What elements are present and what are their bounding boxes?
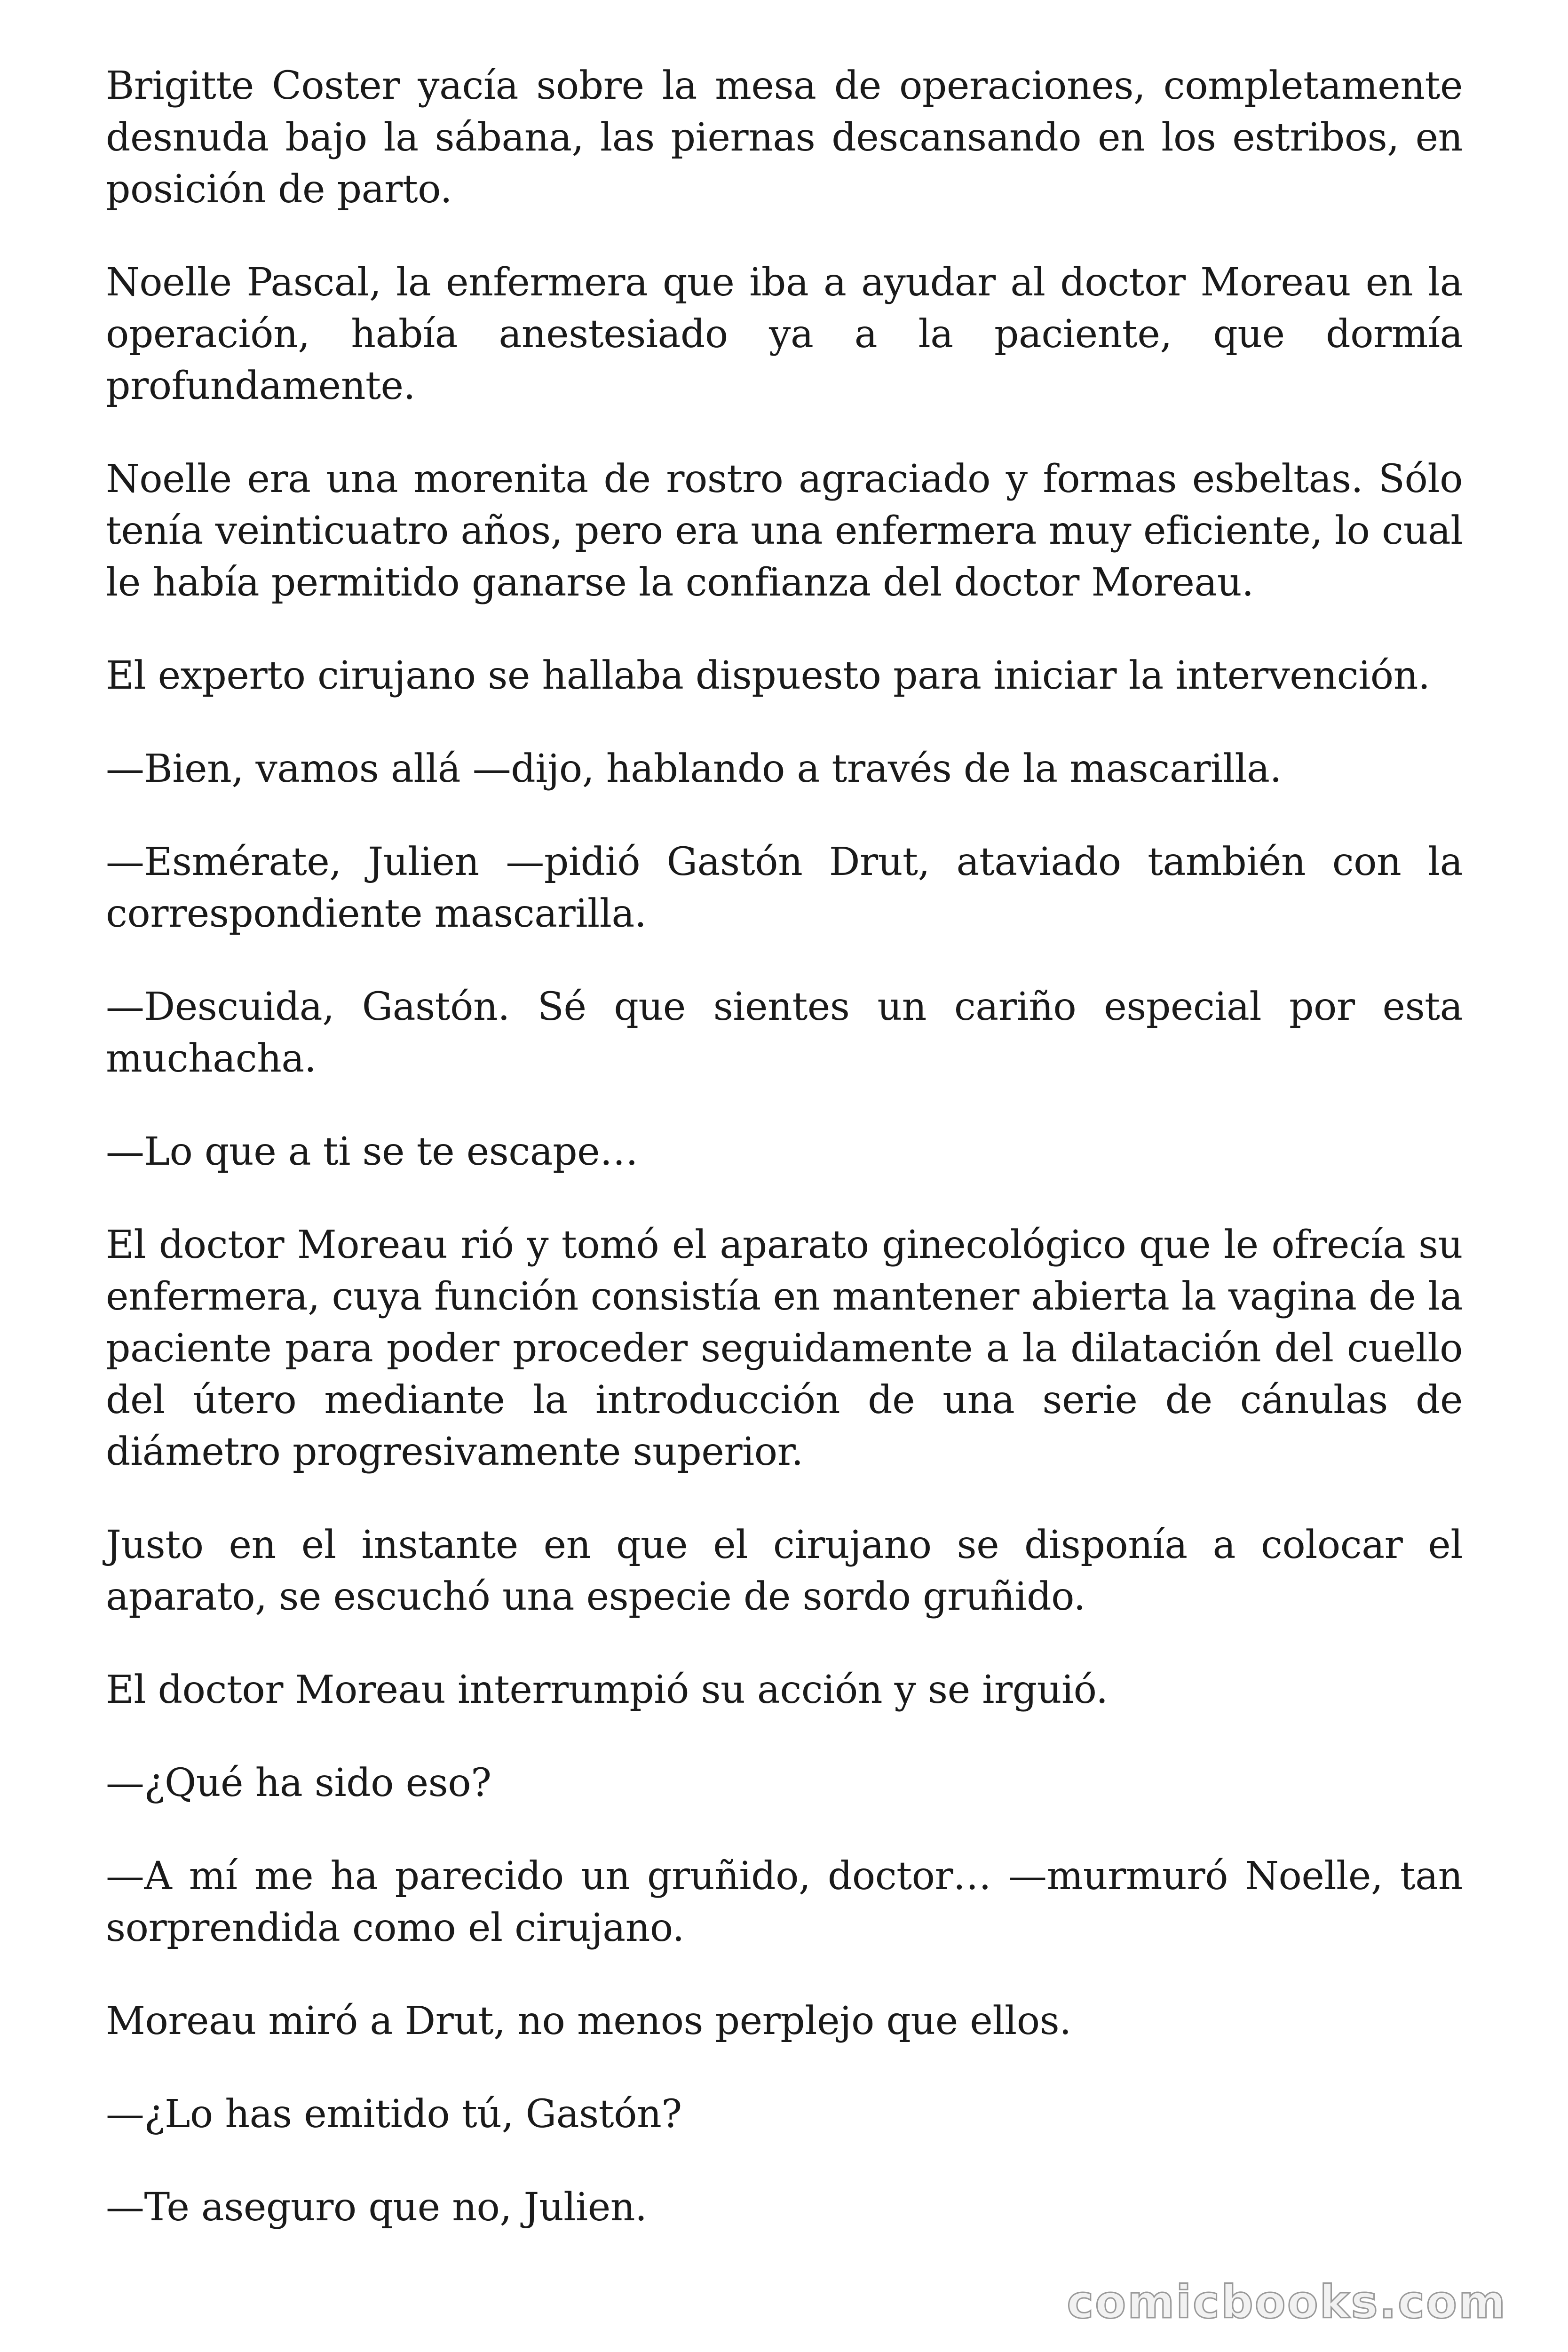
paragraph-15: —¿Lo has emitido tú, Gastón? — [106, 2092, 682, 2137]
paragraph-4: El experto cirujano se hallaba dispuesto para iniciar la intervención. — [106, 653, 1430, 698]
paragraph-12: —¿Qué ha sido eso? — [106, 1761, 491, 1805]
paragraph-5: —Bien, vamos allá —dijo, hablando a través de la mascarilla. — [106, 747, 1282, 791]
paragraph-8: —Lo que a ti se te escape… — [106, 1129, 638, 1174]
paragraph-3: Noelle era una morenita de rostro agraciado y formas esbeltas. Sólo tenía veinticuatro años, pero era una enfermera muy eficiente, lo cual le había permitido ganarse la confianza del doctor Moreau. — [106, 457, 1463, 605]
paragraph-2: Noelle Pascal, la enfermera que iba a ayudar al doctor Moreau en la operación, había anestesiado ya a la paciente, que dormía profundamente. — [106, 260, 1463, 408]
paragraph-9: El doctor Moreau rió y tomó el aparato ginecológico que le ofrecía su enfermera, cuya función consistía en mantener abierta la vagina de la paciente para poder proceder seguidamente a la dilatación del cuello del útero mediante la introducción de una serie de cánulas de diámetro progresivamente superior. — [106, 1223, 1463, 1474]
paragraph-1: Brigitte Coster yacía sobre la mesa de operaciones, completamente desnuda bajo la sábana, las piernas descansando en los estribos, en posición de parto. — [106, 64, 1463, 212]
paragraph-10: Justo en el instante en que el cirujano se disponía a colocar el aparato, se escuchó una especie de sordo gruñido. — [106, 1523, 1463, 1619]
paragraph-16: —Te aseguro que no, Julien. — [106, 2185, 647, 2230]
paragraph-13: —A mí me ha parecido un gruñido, doctor… —murmuró Noelle, tan sorprendida como el cirujano. — [106, 1854, 1463, 1950]
watermark: comicbooks.com — [1067, 2276, 1507, 2328]
paragraph-6: —Esmérate, Julien —pidió Gastón Drut, ataviado también con la correspondiente mascarilla. — [106, 840, 1463, 936]
text-column — [106, 60, 1463, 2275]
paragraph-7: —Descuida, Gastón. Sé que sientes un cariño especial por esta muchacha. — [106, 985, 1463, 1081]
paragraph-11: El doctor Moreau interrumpió su acción y se irguió. — [106, 1668, 1108, 1712]
paragraph-14: Moreau miró a Drut, no menos perplejo que ellos. — [106, 1999, 1071, 2043]
